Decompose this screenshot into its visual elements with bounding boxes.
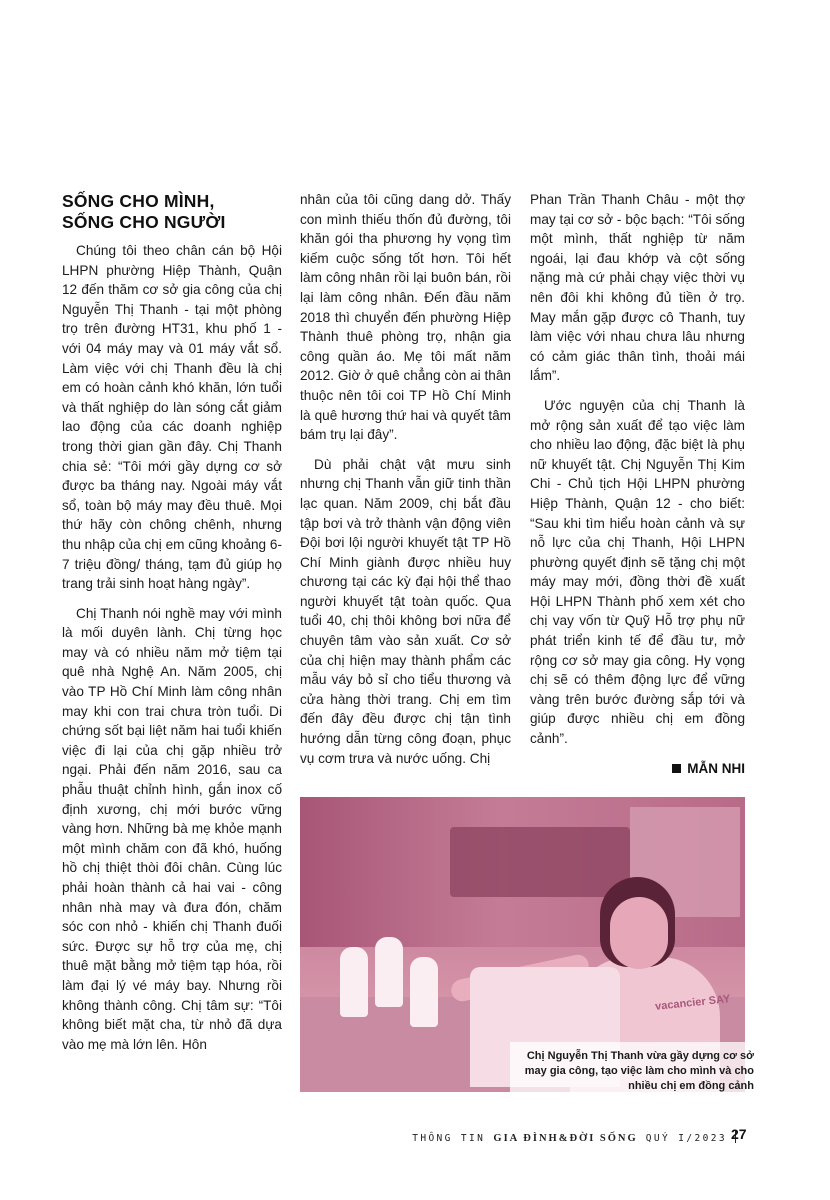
shirt-print: vacancier SAY <box>654 993 731 1013</box>
paragraph: Chúng tôi theo chân cán bộ Hội LHPN phường Hiệp Thành, Quận 12 đến thăm cơ sở gia công của chị Nguyễn Thị Thanh - tại một phòng trọ trên đường HT31, khu phố 1 - với 04 máy may và 01 máy vắt sổ. Làm việc với chị Thanh đều là chị em có hoàn cảnh khó khăn, lớn tuổi và thất nghiệp do làn sóng cắt giảm lao động của các doanh nghiệp trong thời gian gần đây. Chị Thanh chia sẻ: “Tôi mới gầy dựng cơ sở được ba tháng nay. Ngoài máy vắt sổ, toàn bộ máy may đều thuê. Mọi thứ hãy còn chông chênh, nhưng thu nhập của chị em cũng khoảng 6-7 triệu đồng/ tháng, tạm đủ giúp họ trang trải sinh hoạt hàng ngày”. <box>62 243 282 592</box>
author-byline <box>530 759 745 779</box>
magazine-name: GIA ĐÌNH&ĐỜI SỐNG <box>493 1133 638 1144</box>
author-name: MẪN NHI <box>687 760 745 776</box>
photo-caption: Chị Nguyễn Thị Thanh vừa gầy dựng cơ sở may gia công, tạo việc làm cho mình và cho nhiều chị em đồng cảnh <box>524 1050 754 1092</box>
article-column-2 <box>300 190 511 778</box>
photo-shelf <box>450 827 630 897</box>
article-column-1 <box>62 191 282 1064</box>
thread-spool <box>340 947 368 1017</box>
article-column-3 <box>530 190 745 778</box>
page-number: 27 <box>731 1126 747 1142</box>
paragraph: nhân của tôi cũng dang dở. Thấy con mình thiếu thốn đủ đường, tôi khăn gói tha phương hy vọng tìm kiếm cuộc sống tốt hơn. Tôi hết làm công nhân rồi lại buôn bán, rồi lại làm công nhân. Đến đầu năm 2018 thì chuyển đến phường Hiệp Thành thuê phòng trọ, nhận gia công quần áo. Mẹ tôi mất năm 2012. Giờ ở quê chẳng còn ai thân thuộc nên tôi coi TP Hồ Chí Minh là quê hương thứ hai và quyết tâm bám trụ lại đây”. <box>300 192 511 443</box>
paragraph: Ước nguyện của chị Thanh là mở rộng sản xuất để tạo việc làm cho nhiều lao động, đặc biệt là phụ nữ khuyết tật. Chị Nguyễn Thị Kim Chi - Chủ tịch Hội LHPN phường Hiệp Thành, Quận 12 - cho biết: “Sau khi tìm hiểu hoàn cảnh và sự nỗ lực của chị Thanh, Hội LHPN phường quyết định sẽ tặng chị một máy may mới, đồng thời đề xuất Hội LHPN Thành phố xem xét cho chị vay vốn từ Quỹ Hỗ trợ phụ nữ phát triển kinh tế để đầu tư, mở rộng cơ sở may gia công. Hy vọng chị sẽ có thêm động lực để vững vàng trên bước đường sắp tới và giúp được nhiều chị em đồng cảnh”. <box>530 397 745 747</box>
issue-label: QUÝ I/2023 <box>637 1133 727 1144</box>
page-footer <box>412 1130 744 1144</box>
thread-spool <box>410 957 438 1027</box>
footer-prefix: THÔNG TIN <box>412 1133 494 1144</box>
photo-person-face <box>610 897 668 969</box>
heading-line-2: SỐNG CHO NGƯỜI <box>62 212 226 232</box>
heading-line-1: SỐNG CHO MÌNH, <box>62 191 215 211</box>
paragraph: Phan Trần Thanh Châu - một thợ may tại cơ sở - bộc bạch: “Tôi sống một mình, thất nghiệp từ năm ngoái, lại đau khớp và cột sống nặng mà cứ phải chạy việc thời vụ nên đôi khi không đủ tiền ở trọ. May mắn gặp được cô Thanh, tuy làm việc với nhau chưa lâu nhưng có cảm giác thân tình, thoải mái lắm”. <box>530 192 745 384</box>
paragraph: Chị Thanh nói nghề may với mình là mối duyên lành. Chị từng học may và có nhiều năm mở tiệm tại quê nhà Nghệ An. Năm 2005, chị vào TP Hồ Chí Minh làm công nhân may khi con trai chưa tròn tuổi. Di chứng sốt bại liệt năm hai tuổi khiến việc đi lại của chị gặp nhiều trở ngại. Phải đến năm 2016, sau ca phẫu thuật chỉnh hình, gắn inox cố định xương, chị mới bước vững vàng hơn. Những bà mẹ khỏe mạnh một mình chăm con đã khó, huống hồ chị thiệt thòi đôi chân. Cùng lúc phải hoàn thành cả hai vai - công nhân nhà may và đưa đón, chăm sóc con nhỏ - khiến chị Thanh đuối sức. Được sự hỗ trợ của mẹ, chị thuê mặt bằng mở tiệm tạp hóa, rồi làm đại lý vé máy bay. Nhưng rồi không thành công. Chị tâm sự: “Tôi không biết mặt cha, từ nhỏ đã dựa vào mẹ mà lớn lên. Hôn <box>62 605 282 1052</box>
square-bullet-icon <box>672 764 681 773</box>
paragraph: Dù phải chật vật mưu sinh nhưng chị Thanh vẫn giữ tinh thần lạc quan. Năm 2009, chị bắt đầu tập bơi và trở thành vận động viên Đội bơi lội người khuyết tật TP Hồ Chí Minh giành được nhiều huy chương tại các kỳ đại hội thể thao người khuyết tật toàn quốc. Qua tuổi 40, chị thôi không bơi nữa để chuyên tâm vào sản xuất. Cơ sở của chị hiện may thành phẩm các mẫu váy bỏ sỉ cho tiểu thương và cửa hàng thời trang. Chị em tìm đến đây đều được chị tận tình hướng dẫn từng công đoạn, phục vụ cơm trưa và nước uống. Chị <box>300 456 511 766</box>
thread-spool <box>375 937 403 1007</box>
section-heading <box>62 191 282 233</box>
